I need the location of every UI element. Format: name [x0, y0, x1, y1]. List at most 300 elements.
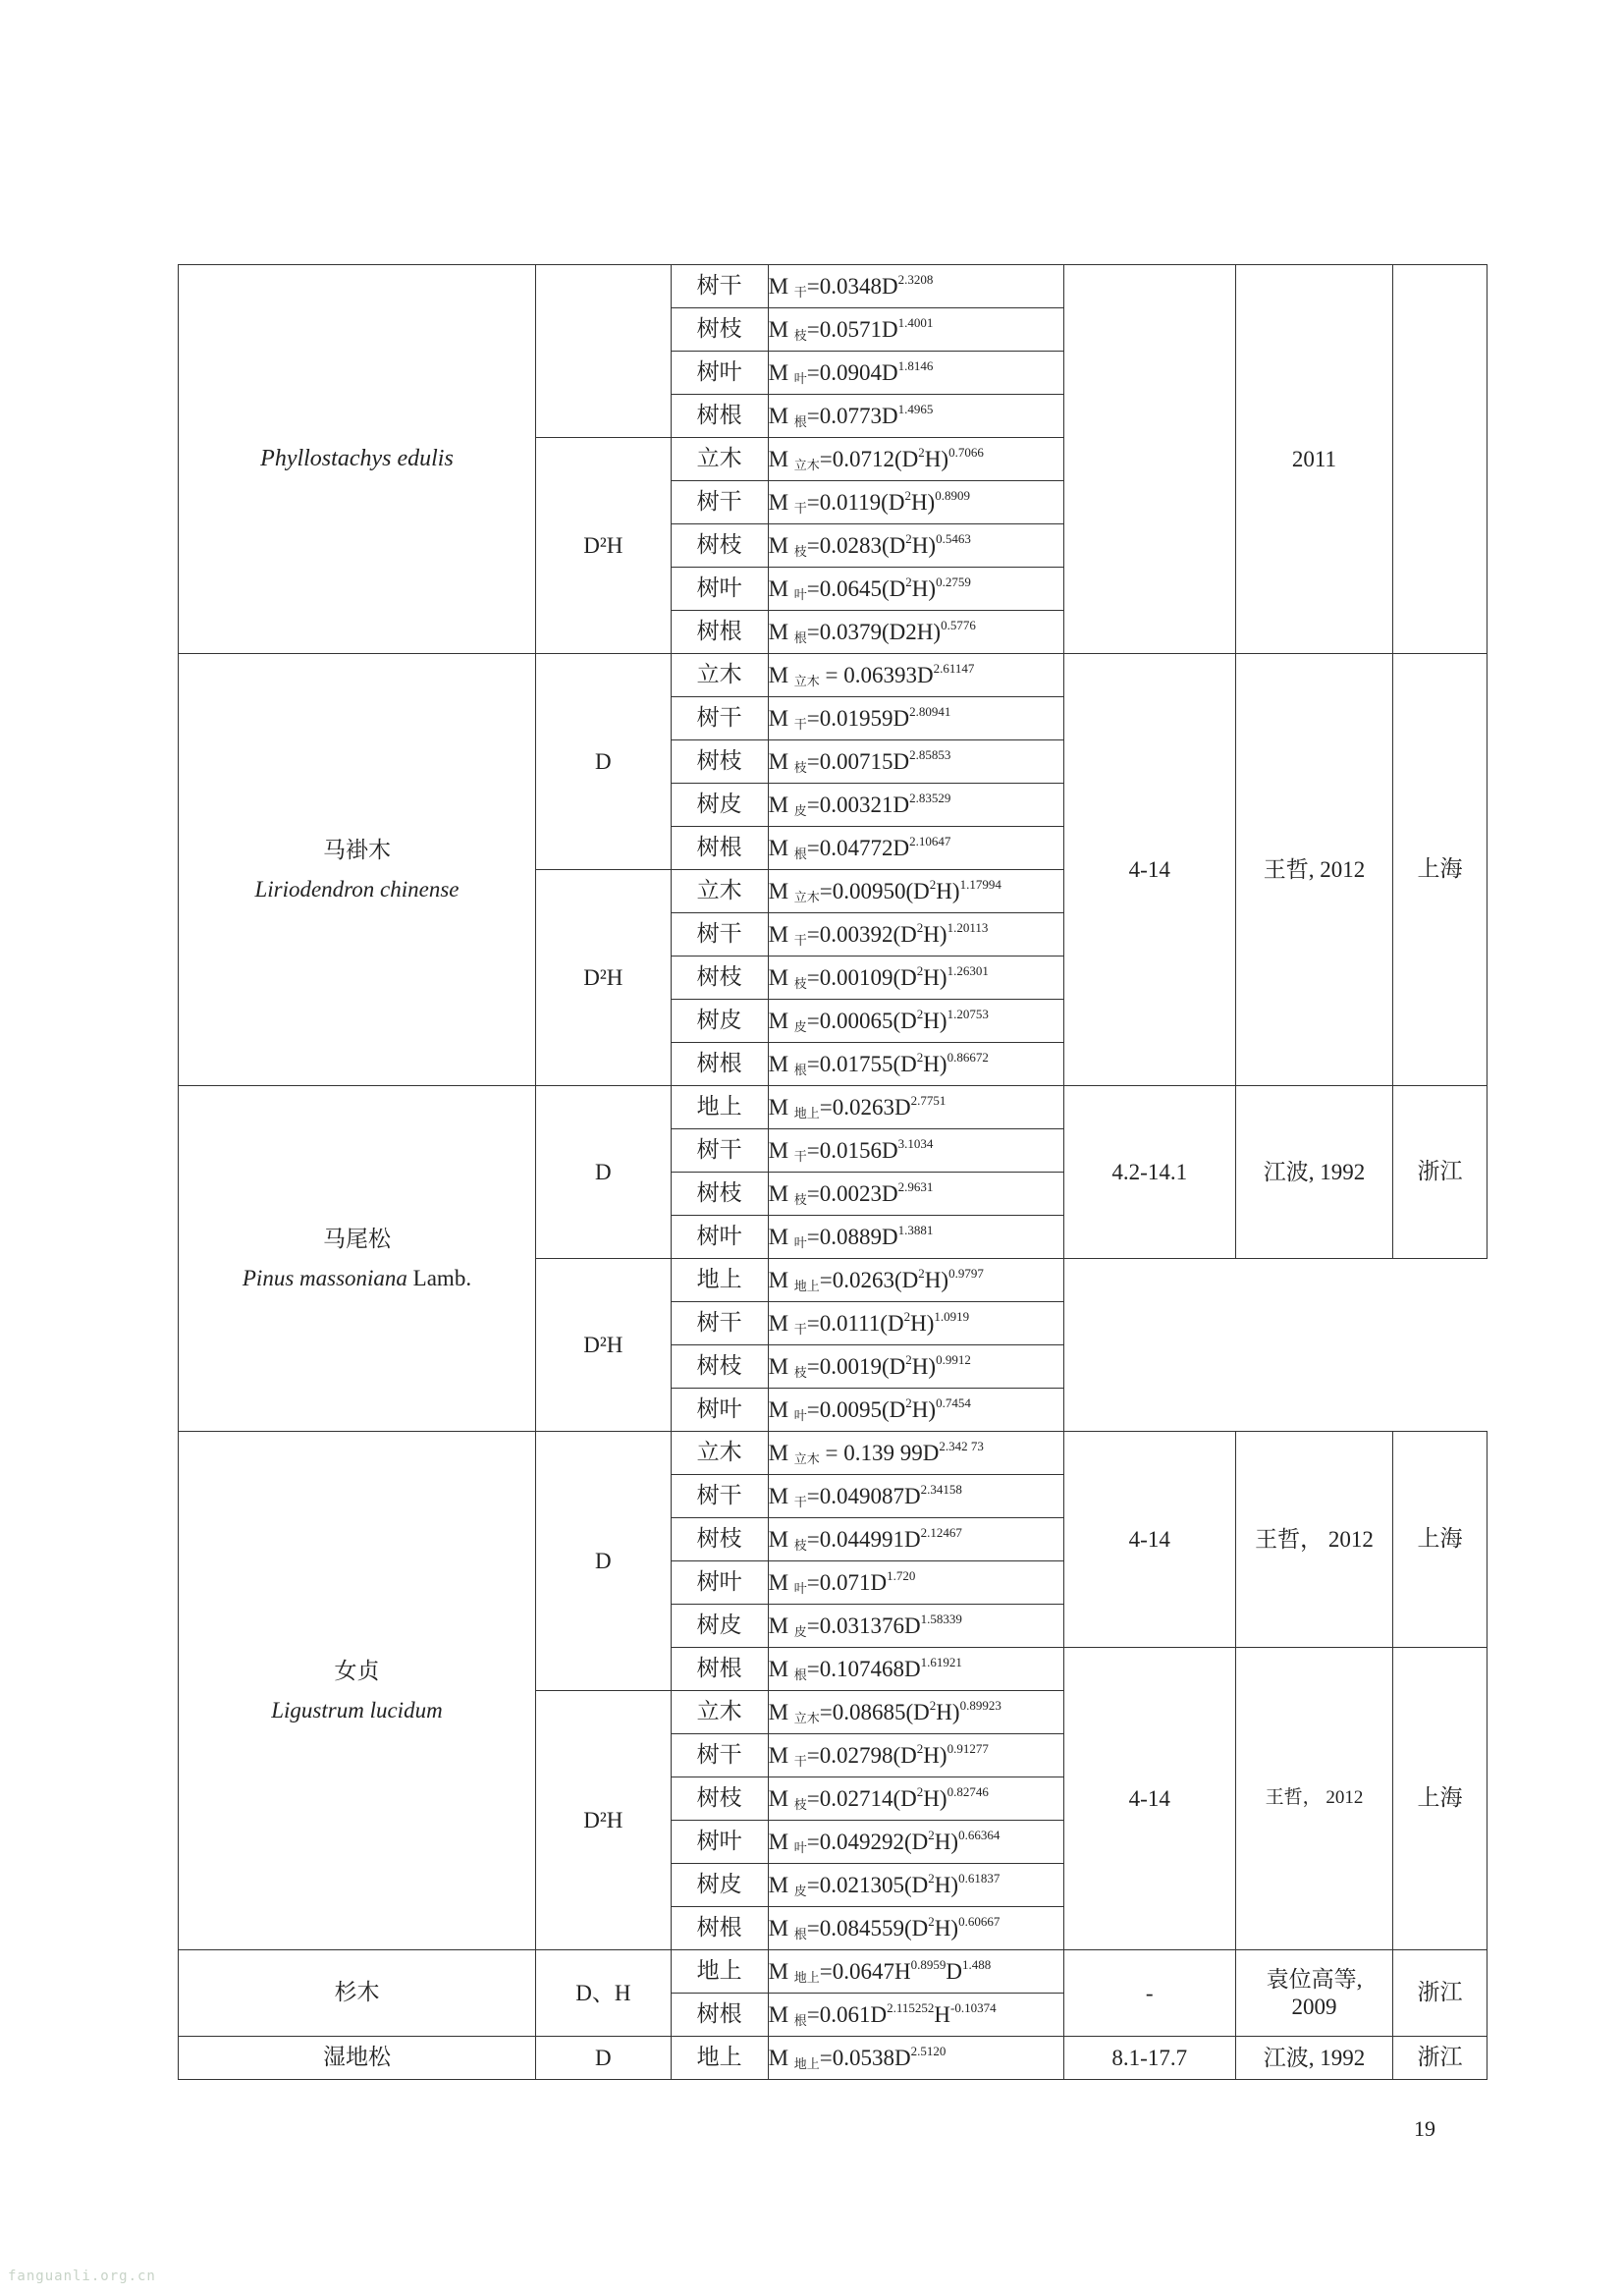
source-cell — [1235, 1086, 1392, 1259]
species-chinese: 马尾松 — [322, 1226, 391, 1251]
source-cell — [1235, 1432, 1392, 1648]
part-cell-text: 地上 — [696, 1266, 742, 1292]
formula-cell — [768, 1648, 1063, 1691]
part-cell-text: 树枝 — [696, 531, 742, 558]
part-cell — [671, 1821, 768, 1864]
mass-symbol: M — [768, 835, 794, 860]
formula-cell — [768, 1561, 1063, 1605]
formula-exponent: 0.9912 — [936, 1351, 971, 1367]
height-symbol: H) — [910, 489, 936, 515]
formula-cell — [768, 1086, 1063, 1129]
region-cell-text: 上海 — [1417, 855, 1463, 882]
part-cell — [671, 1043, 768, 1086]
formula-coefficient: =0.071D — [806, 1569, 888, 1595]
formula-coefficient: =0.0379(D2H) — [806, 619, 942, 644]
table-row — [179, 654, 1488, 697]
square-superscript: 2 — [929, 1697, 937, 1713]
part-cell — [671, 1994, 768, 2037]
formula-subscript: 枝 — [793, 1537, 807, 1553]
source-cell — [1235, 265, 1392, 654]
range-cell-text: 8.1-17.7 — [1111, 2045, 1188, 2070]
table-row — [179, 1086, 1488, 1129]
part-cell-text: 树干 — [696, 272, 742, 299]
part-cell — [671, 2037, 768, 2080]
part-cell-text: 地上 — [696, 1093, 742, 1120]
mass-symbol: M — [768, 1915, 794, 1941]
part-cell-text: 树枝 — [696, 1179, 742, 1206]
formula-coefficient: =0.049292(D — [806, 1829, 929, 1854]
formula-coefficient: =0.08685(D — [819, 1699, 930, 1724]
formula-coefficient: =0.00392(D — [806, 921, 917, 947]
table-row — [179, 1432, 1488, 1475]
method-text: D²H — [583, 1332, 623, 1357]
mass-symbol: M — [768, 273, 794, 299]
formula-cell — [768, 1821, 1063, 1864]
page-number: 19 — [1414, 2116, 1435, 2141]
formula-coefficient: =0.0119(D — [806, 489, 905, 515]
formula-cell — [768, 1475, 1063, 1518]
formula-cell — [768, 1173, 1063, 1216]
formula-exponent: 0.8909 — [935, 487, 970, 503]
formula-exponent: 0.9797 — [948, 1265, 984, 1281]
biomass-equation-table — [178, 264, 1488, 2080]
part-cell-text: 树叶 — [696, 1223, 742, 1249]
formula-subscript: 叶 — [793, 1580, 807, 1596]
mass-symbol: M — [768, 878, 794, 903]
source-cell — [1235, 1648, 1392, 1950]
mass-symbol: M — [768, 446, 794, 471]
part-cell — [671, 1302, 768, 1345]
formula-subscript: 皮 — [793, 1018, 807, 1034]
square-superscript: 2 — [916, 962, 924, 978]
part-cell-text: 树根 — [696, 1050, 742, 1076]
formula-cell — [768, 1432, 1063, 1475]
part-cell-text: 立木 — [696, 1439, 742, 1465]
formula-subscript: 叶 — [793, 1407, 807, 1423]
range-cell — [1063, 654, 1235, 1086]
part-cell-text: 树根 — [696, 618, 742, 644]
formula-cell — [768, 438, 1063, 481]
formula-subscript: 根 — [793, 413, 807, 429]
formula-coefficient: =0.0889D — [806, 1224, 898, 1249]
formula-subscript: 枝 — [793, 1364, 807, 1380]
formula-cell — [768, 1216, 1063, 1259]
range-cell — [1063, 265, 1235, 654]
formula-cell — [768, 913, 1063, 957]
part-cell — [671, 697, 768, 740]
region-cell-text: 浙江 — [1417, 1158, 1463, 1184]
part-cell-text: 树枝 — [696, 747, 742, 774]
formula-subscript: 叶 — [793, 1234, 807, 1250]
part-cell-text: 树叶 — [696, 1568, 742, 1595]
formula-coefficient: =0.0571D — [806, 316, 898, 342]
part-cell — [671, 1000, 768, 1043]
source-cell-text: 江波, 1992 — [1263, 1159, 1366, 1184]
formula-cell — [768, 870, 1063, 913]
height-symbol: H) — [911, 1353, 937, 1379]
method-cell-text: D — [595, 2045, 612, 2070]
part-cell-text: 树枝 — [696, 1784, 742, 1811]
formula-subscript: 枝 — [793, 327, 807, 343]
part-cell — [671, 1259, 768, 1302]
part-cell — [671, 654, 768, 697]
formula-coefficient: =0.084559(D — [806, 1915, 929, 1941]
formula-exponent: 1.0919 — [934, 1308, 970, 1324]
species-chinese: 女贞 — [334, 1658, 380, 1683]
formula-coefficient: =0.0773D — [806, 403, 898, 428]
formula-exponent: 0.60667 — [958, 1913, 1001, 1929]
part-cell-text: 立木 — [696, 877, 742, 903]
formula-coefficient: = 0.139 99D — [819, 1440, 940, 1465]
part-cell — [671, 1432, 768, 1475]
formula-exponent-2: -0.10374 — [950, 1999, 997, 2015]
formula-exponent: 2.34158 — [920, 1481, 962, 1497]
part-cell-text: 树叶 — [696, 1395, 742, 1422]
part-cell — [671, 265, 768, 308]
height-symbol: H) — [911, 575, 937, 601]
formula-exponent: 2.9631 — [897, 1178, 934, 1194]
formula-cell — [768, 1302, 1063, 1345]
part-cell — [671, 524, 768, 568]
formula-exponent: 0.5463 — [936, 530, 971, 546]
part-cell — [671, 827, 768, 870]
formula-exponent: 2.3208 — [897, 271, 934, 287]
source-cell — [1235, 1950, 1392, 2037]
mass-symbol: M — [768, 1742, 794, 1768]
formula-subscript: 干 — [793, 1494, 807, 1509]
mass-symbol: M — [768, 1267, 794, 1292]
formula-cell — [768, 2037, 1063, 2080]
formula-exponent: 2.342 73 — [939, 1438, 984, 1453]
formula-cell — [768, 1691, 1063, 1734]
formula-exponent: 2.115252 — [887, 1999, 935, 2015]
part-cell — [671, 611, 768, 654]
part-cell — [671, 913, 768, 957]
height-symbol: H) — [923, 1008, 947, 1033]
part-cell — [671, 740, 768, 784]
height-symbol: H) — [911, 532, 937, 558]
formula-subscript: 地上 — [793, 1105, 820, 1121]
part-cell-text: 树皮 — [696, 1612, 742, 1638]
square-superscript: 2 — [928, 1870, 935, 1886]
range-cell-text: 4.2-14.1 — [1111, 1159, 1188, 1184]
square-superscript: 2 — [916, 1006, 924, 1021]
height-symbol: H) — [934, 1872, 959, 1897]
square-superscript: 2 — [905, 530, 912, 546]
part-cell-text: 树皮 — [696, 1007, 742, 1033]
part-cell — [671, 1216, 768, 1259]
table-row — [179, 1950, 1488, 1994]
formula-subscript: 枝 — [793, 1191, 807, 1207]
range-cell-text: - — [1145, 1980, 1154, 2005]
height-symbol: H) — [924, 446, 949, 471]
method-cell — [535, 265, 671, 438]
square-superscript: 2 — [905, 1351, 912, 1367]
species-cell-text: 湿地松 — [322, 2044, 391, 2070]
formula-subscript: 枝 — [793, 1796, 807, 1812]
mass-symbol: M — [768, 619, 794, 644]
formula-coefficient: =0.021305(D — [806, 1872, 929, 1897]
formula-subscript: 枝 — [793, 543, 807, 559]
species-cell-text: 杉木 — [334, 1979, 380, 2005]
formula-cell — [768, 1994, 1063, 2037]
method-cell-text: D — [595, 748, 612, 774]
formula-cell — [768, 481, 1063, 524]
region-cell — [1393, 265, 1488, 654]
formula-cell — [768, 1259, 1063, 1302]
formula-cell — [768, 1518, 1063, 1561]
formula-cell — [768, 654, 1063, 697]
part-cell-text: 树根 — [696, 1655, 742, 1681]
formula-coefficient-2: D — [946, 1958, 963, 1984]
formula-coefficient: = 0.06393D — [819, 662, 934, 687]
part-cell — [671, 1691, 768, 1734]
formula-exponent: 1.26301 — [947, 962, 989, 978]
formula-exponent: 2.80941 — [909, 703, 951, 719]
method-cell-text: D — [595, 1548, 612, 1573]
formula-coefficient: =0.044991D — [806, 1526, 921, 1552]
formula-coefficient: =0.0023D — [806, 1180, 898, 1206]
formula-subscript: 地上 — [793, 2055, 820, 2071]
formula-subscript: 根 — [793, 629, 807, 645]
part-cell — [671, 1864, 768, 1907]
method-cell — [535, 870, 671, 1086]
square-superscript: 2 — [903, 1308, 911, 1324]
mass-symbol: M — [768, 1008, 794, 1033]
method-cell — [535, 1086, 671, 1259]
range-cell-text: 4-14 — [1128, 856, 1170, 882]
formula-coefficient: =0.061D — [806, 2001, 888, 2027]
mass-symbol: M — [768, 1440, 794, 1465]
mass-symbol: M — [768, 1396, 794, 1422]
mass-symbol: M — [768, 964, 794, 990]
mass-symbol: M — [768, 316, 794, 342]
square-superscript: 2 — [928, 1827, 935, 1842]
species-cell — [179, 265, 536, 654]
formula-subscript: 叶 — [793, 586, 807, 602]
method-text: D²H — [583, 964, 623, 990]
source-cell — [1235, 654, 1392, 1086]
formula-exponent: 0.86672 — [947, 1049, 989, 1065]
method-text: D²H — [583, 532, 623, 558]
mass-symbol: M — [768, 1224, 794, 1249]
mass-symbol: M — [768, 792, 794, 817]
part-cell-text: 树叶 — [696, 1828, 742, 1854]
formula-coefficient: =0.0647H — [819, 1958, 911, 1984]
square-superscript: 2 — [916, 1783, 924, 1799]
method-text: D²H — [583, 1807, 623, 1832]
part-cell — [671, 1907, 768, 1950]
part-cell-text: 地上 — [696, 2044, 742, 2070]
method-cell — [535, 1259, 671, 1432]
mass-symbol: M — [768, 1353, 794, 1379]
formula-coefficient: =0.0263D — [819, 1094, 911, 1120]
formula-exponent: 2.5120 — [910, 2043, 947, 2058]
formula-exponent: 2.7751 — [910, 1092, 947, 1108]
formula-cell — [768, 1605, 1063, 1648]
square-superscript: 2 — [916, 919, 924, 935]
part-cell — [671, 1389, 768, 1432]
part-cell-text: 树枝 — [696, 1525, 742, 1552]
part-cell-text: 树根 — [696, 834, 742, 860]
formula-subscript: 根 — [793, 846, 807, 861]
formula-subscript: 根 — [793, 1062, 807, 1077]
region-cell-text: 上海 — [1417, 1525, 1463, 1552]
method-cell — [535, 1432, 671, 1691]
formula-subscript: 枝 — [793, 759, 807, 775]
formula-exponent: 1.20753 — [947, 1006, 989, 1021]
formula-coefficient: =0.0019(D — [806, 1353, 906, 1379]
height-symbol: H) — [936, 1699, 960, 1724]
mass-symbol: M — [768, 1569, 794, 1595]
height-symbol: H) — [923, 1051, 947, 1076]
source-cell-text: 王哲， 2012 — [1265, 1787, 1364, 1809]
part-cell-text: 树根 — [696, 2000, 742, 2027]
part-cell — [671, 1648, 768, 1691]
formula-cell — [768, 1345, 1063, 1389]
formula-cell — [768, 524, 1063, 568]
formula-coefficient: =0.02798(D — [806, 1742, 917, 1768]
formula-coefficient: =0.0538D — [819, 2045, 911, 2070]
height-symbol: H) — [924, 1267, 949, 1292]
source-cell — [1235, 2037, 1392, 2080]
formula-exponent: 1.3881 — [897, 1222, 934, 1237]
mass-symbol: M — [768, 2001, 794, 2027]
part-cell — [671, 438, 768, 481]
part-cell-text: 树干 — [696, 1309, 742, 1336]
mass-symbol: M — [768, 532, 794, 558]
formula-subscript: 干 — [793, 284, 807, 300]
method-cell — [535, 1950, 671, 2037]
species-chinese: 马褂木 — [322, 837, 391, 862]
formula-exponent: 0.66364 — [958, 1827, 1001, 1842]
formula-exponent: 0.5776 — [941, 617, 976, 632]
formula-exponent: 2.10647 — [909, 833, 951, 848]
formula-subscript: 干 — [793, 716, 807, 732]
mass-symbol: M — [768, 1526, 794, 1552]
species-author: Lamb. — [406, 1265, 472, 1290]
method-cell — [535, 654, 671, 870]
region-cell — [1393, 654, 1488, 1086]
part-cell — [671, 784, 768, 827]
square-superscript: 2 — [929, 876, 937, 892]
formula-subscript: 立木 — [793, 457, 820, 472]
formula-subscript: 干 — [793, 500, 807, 516]
formula-exponent: 0.7066 — [948, 444, 984, 460]
formula-exponent: 1.17994 — [959, 876, 1001, 892]
species-cell — [179, 1432, 536, 1950]
region-cell-text: 浙江 — [1417, 1979, 1463, 2005]
species-latin: Liriodendron chinense — [254, 876, 460, 902]
formula-cell — [768, 1129, 1063, 1173]
mass-symbol: M — [768, 1094, 794, 1120]
formula-cell — [768, 1043, 1063, 1086]
formula-subscript: 干 — [793, 1753, 807, 1769]
formula-cell — [768, 395, 1063, 438]
formula-subscript: 干 — [793, 932, 807, 948]
square-superscript: 2 — [928, 1913, 935, 1929]
part-cell-text: 树皮 — [696, 1871, 742, 1897]
formula-subscript: 皮 — [793, 1623, 807, 1639]
mass-symbol: M — [768, 1829, 794, 1854]
table-row — [179, 2037, 1488, 2080]
range-cell-text: 4-14 — [1128, 1785, 1170, 1811]
formula-cell — [768, 611, 1063, 654]
part-cell — [671, 1605, 768, 1648]
part-cell-text: 树干 — [696, 488, 742, 515]
mass-symbol: M — [768, 662, 794, 687]
mass-symbol: M — [768, 1872, 794, 1897]
part-cell — [671, 1129, 768, 1173]
species-latin: Pinus massoniana — [242, 1265, 407, 1290]
formula-subscript: 地上 — [793, 1278, 820, 1293]
formula-cell — [768, 308, 1063, 352]
formula-subscript: 皮 — [793, 1883, 807, 1898]
formula-coefficient: =0.107468D — [806, 1656, 921, 1681]
height-symbol: H) — [910, 1310, 935, 1336]
formula-exponent: 2.12467 — [920, 1524, 962, 1540]
region-cell-text: 浙江 — [1417, 2044, 1463, 2070]
species-cell — [179, 1950, 536, 2037]
source-cell-text: 袁位高等, 2009 — [1266, 1966, 1363, 2019]
formula-cell — [768, 1000, 1063, 1043]
part-cell-text: 树皮 — [696, 791, 742, 817]
part-cell-text: 树枝 — [696, 963, 742, 990]
square-superscript: 2 — [916, 1049, 924, 1065]
part-cell — [671, 1777, 768, 1821]
formula-coefficient: =0.00321D — [806, 792, 910, 817]
part-cell-text: 树枝 — [696, 1352, 742, 1379]
watermark-text: fanguanli.org.cn — [8, 2269, 156, 2284]
part-cell — [671, 1086, 768, 1129]
part-cell-text: 树叶 — [696, 358, 742, 385]
method-cell — [535, 2037, 671, 2080]
mass-symbol: M — [768, 1180, 794, 1206]
part-cell — [671, 1734, 768, 1777]
formula-exponent: 3.1034 — [897, 1135, 934, 1151]
formula-subscript: 根 — [793, 1667, 807, 1682]
height-symbol: H) — [934, 1829, 959, 1854]
formula-coefficient: =0.0645(D — [806, 575, 906, 601]
part-cell — [671, 395, 768, 438]
species-cell — [179, 654, 536, 1086]
formula-coefficient: =0.01755(D — [806, 1051, 917, 1076]
range-cell-text: 4-14 — [1128, 1526, 1170, 1552]
mass-symbol: M — [768, 1699, 794, 1724]
formula-subscript: 枝 — [793, 975, 807, 991]
square-superscript: 2 — [918, 1265, 925, 1281]
mass-symbol: M — [768, 705, 794, 731]
formula-subscript: 地上 — [793, 1969, 820, 1985]
part-cell-text: 树干 — [696, 1482, 742, 1508]
region-cell — [1393, 1086, 1488, 1259]
mass-symbol: M — [768, 403, 794, 428]
formula-coefficient: =0.00950(D — [819, 878, 930, 903]
part-cell-text: 树根 — [696, 1914, 742, 1941]
part-cell — [671, 481, 768, 524]
species-latin: Phyllostachys edulis — [260, 446, 454, 472]
formula-coefficient: =0.00715D — [806, 748, 910, 774]
part-cell — [671, 870, 768, 913]
formula-cell — [768, 740, 1063, 784]
mass-symbol: M — [768, 1483, 794, 1508]
species-latin: Ligustrum lucidum — [271, 1697, 443, 1722]
part-cell-text: 立木 — [696, 661, 742, 687]
mass-symbol: M — [768, 2045, 794, 2070]
part-cell — [671, 1518, 768, 1561]
species-cell — [179, 1086, 536, 1432]
formula-coefficient: =0.01959D — [806, 705, 910, 731]
